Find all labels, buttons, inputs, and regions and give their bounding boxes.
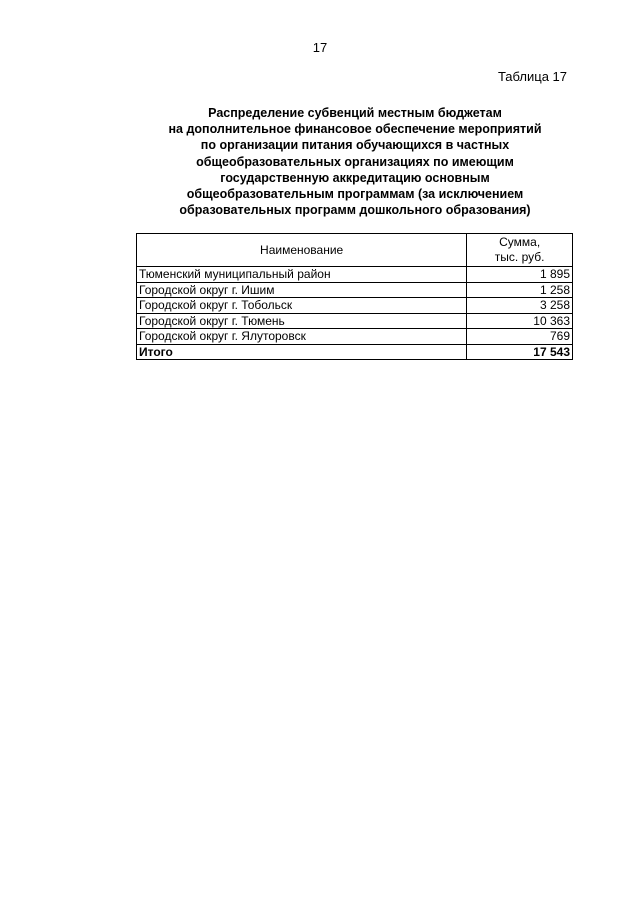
title-line: государственную аккредитацию основным — [220, 170, 490, 185]
total-label: Итого — [137, 344, 467, 360]
row-sum: 1 258 — [467, 282, 573, 298]
header-name: Наименование — [137, 234, 467, 267]
row-sum: 10 363 — [467, 313, 573, 329]
table-row — [137, 282, 573, 298]
title-line: образовательных программ дошкольного образования) — [179, 203, 531, 218]
title-line: Распределение субвенций местным бюджетам — [208, 106, 502, 120]
row-sum: 3 258 — [467, 298, 573, 314]
row-sum: 769 — [467, 329, 573, 345]
title-line: на дополнительное финансовое обеспечение мероприятий — [168, 122, 542, 137]
header-sum-line2: тыс. руб. — [494, 250, 545, 264]
title-line: по организации питания обучающихся в частных — [200, 138, 510, 153]
title-line: общеобразовательных организациях по имеющим — [196, 154, 514, 169]
row-name: Городской округ г. Ишим — [137, 282, 467, 298]
table-reference: Таблица 17 — [497, 69, 567, 84]
title-line: общеобразовательным программам (за исключением — [186, 187, 524, 202]
header-sum — [467, 234, 573, 267]
table-title — [140, 105, 570, 218]
table-row — [137, 329, 573, 345]
row-name: Тюменский муниципальный район — [137, 267, 467, 283]
table-row — [137, 313, 573, 329]
table-row — [137, 267, 573, 283]
page-number: 17 — [312, 40, 328, 55]
row-name: Городской округ г. Тобольск — [137, 298, 467, 314]
table-header-row — [137, 234, 573, 267]
row-name: Городской округ г. Тюмень — [137, 313, 467, 329]
table-row — [137, 298, 573, 314]
total-row — [137, 344, 573, 360]
row-name: Городской округ г. Ялуторовск — [137, 329, 467, 345]
subvention-table — [136, 233, 573, 360]
row-sum: 1 895 — [467, 267, 573, 283]
total-sum: 17 543 — [467, 344, 573, 360]
header-sum-line1: Сумма, — [499, 235, 541, 249]
